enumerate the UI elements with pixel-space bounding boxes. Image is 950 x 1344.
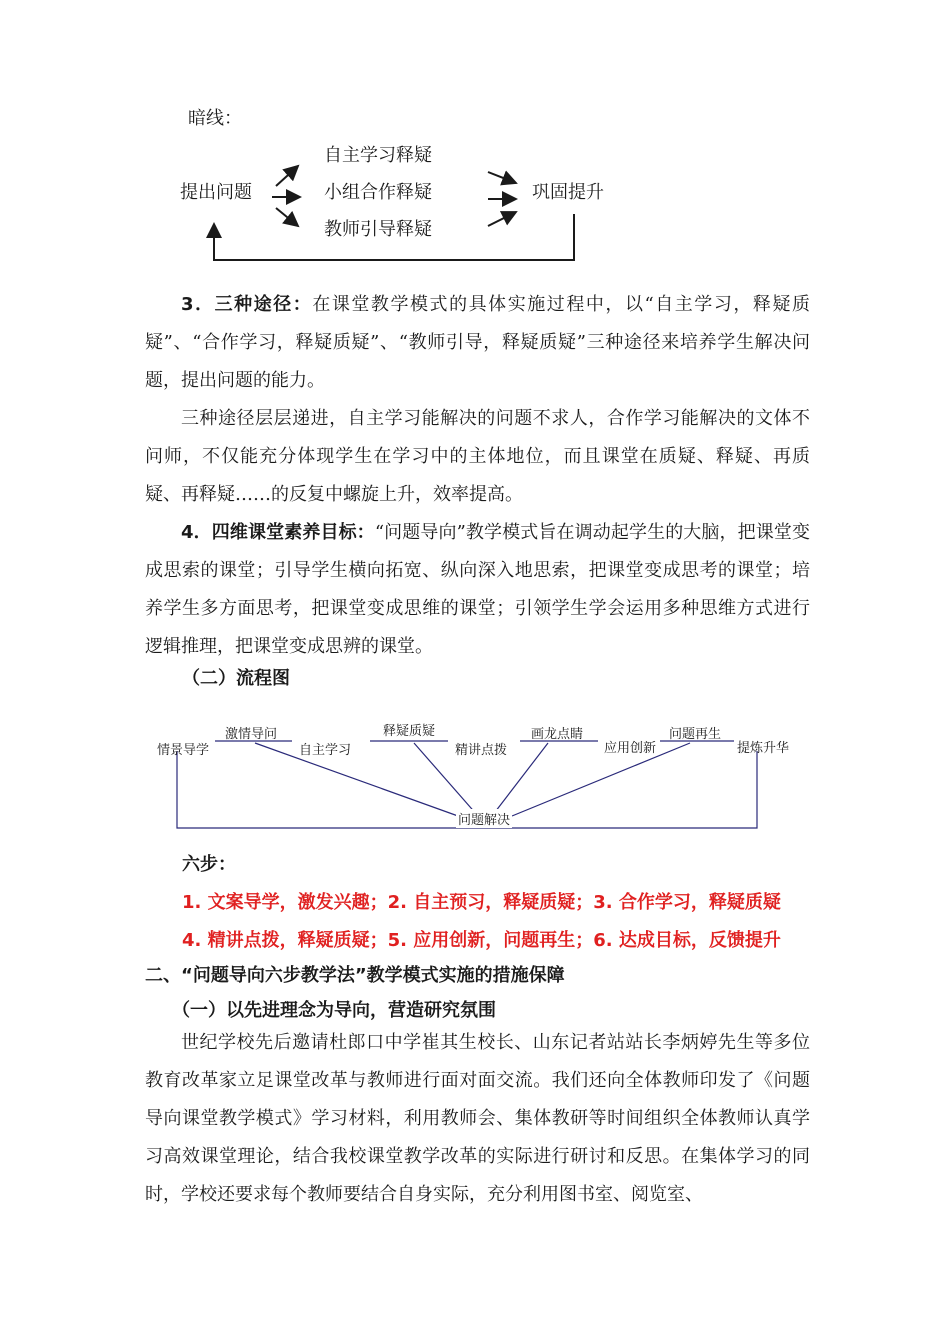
flowchart-heading: （二）流程图: [182, 668, 290, 689]
flow-node-jiqing: 激情导问: [225, 727, 278, 742]
part2-paragraph: 世纪学校先后邀请杜郎口中学崔其生校长、山东记者站站长李炳婷先生等多位教育改革家立足课堂改革与教师进行面对面交流。我们还向全体教师印发了《问题导向课堂教学模式》学习材料，利用教师会、集体教研等时间组织全体教师认真学习高效课堂理论，结合我校课堂教学改革的实际进行研讨和反思。在集体学习的同时，学校还要求每个教师要结合自身实际，充分利用图书室、阅览室、: [145, 1032, 810, 1205]
line-jiqing-center: [255, 743, 458, 816]
flow-node-wenti: 问题再生: [669, 727, 722, 742]
section3-text: 在课堂教学模式的具体实施过程中，以“自主学习，释疑质疑”、“合作学习，释疑质疑”、“教师引导，释疑质疑”三种途径来培养学生解决问题，提出问题的能力。: [145, 294, 811, 391]
arrow-to-teacher: [276, 208, 298, 226]
part2-subheading-1: （一）以先进理念为导向，营造研究氛围: [172, 1000, 496, 1021]
flow-node-hualong: 画龙点睛: [531, 727, 584, 742]
flow-node-center: 问题解决: [456, 809, 512, 828]
arrow-from-teacher: [488, 212, 516, 226]
arrow-to-self-study: [276, 166, 298, 186]
section3-paragraph: [145, 286, 810, 400]
six-steps-line-1: 1. 文案导学，激发兴趣；2. 自主预习，释疑质疑；3. 合作学习，释疑质疑: [182, 892, 781, 913]
part2-heading: 二、“问题导向六步教学法”教学模式实施的措施保障: [145, 965, 565, 986]
section4-paragraph: [145, 514, 810, 666]
hidden-line-label: 暗线：: [188, 108, 242, 129]
flow-node-qingjing: 情景导学: [157, 743, 210, 758]
feedback-loop-arrow: [214, 214, 574, 260]
diagram-node-self-study: 自主学习释疑: [324, 145, 432, 166]
six-steps-label: 六步：: [182, 854, 236, 875]
flow-node-shiyi: 释疑质疑: [383, 724, 436, 739]
diagram-node-teacher: 教师引导释疑: [324, 219, 432, 240]
section4-heading: 4．四维课堂素养目标：: [181, 522, 375, 543]
diagram-node-group: 小组合作释疑: [324, 182, 432, 203]
flow-node-jingjiang: 精讲点拨: [455, 743, 508, 758]
diagram-end-node: 巩固提升: [532, 182, 604, 203]
section3-heading: 3．三种途径：: [181, 294, 313, 315]
flow-node-zizhu: 自主学习: [299, 743, 352, 758]
arrow-from-self-study: [488, 172, 516, 183]
flow-node-yingyong: 应用创新: [604, 741, 657, 756]
line-wenti-center: [512, 743, 690, 816]
diagram-start-node: 提出问题: [180, 182, 252, 203]
six-steps-line-2: 4. 精讲点拨，释疑质疑；5. 应用创新，问题再生；6. 达成目标，反馈提升: [182, 930, 781, 951]
flow-node-tilian: 提炼升华: [737, 741, 790, 756]
section4-text: “问题导向”教学模式旨在调动起学生的大脑，把课堂变成思索的课堂；引导学生横向拓宽、纵向深入地思索，把课堂变成思考的课堂；培养学生多方面思考，把课堂变成思维的课堂；引领学生学会运用多种思维方式进行逻辑推理，把课堂变成思辨的课堂。: [145, 522, 811, 657]
section3-paragraph-2: 三种途径层层递进，自主学习能解决的问题不求人，合作学习能解决的文体不问师，不仅能充分体现学生在学习中的主体地位，而且课堂在质疑、释疑、再质疑、再释疑……的反复中螺旋上升，效率提高。: [145, 408, 810, 505]
